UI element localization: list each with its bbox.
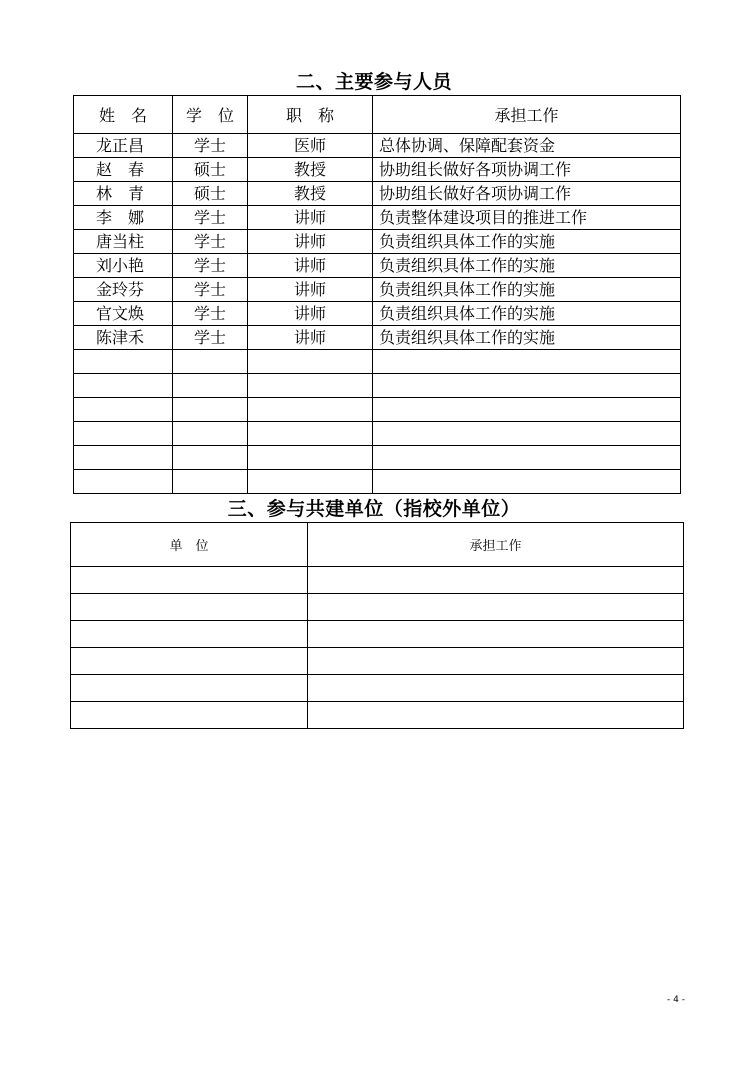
cell-unit-duty bbox=[308, 621, 684, 648]
cell-title bbox=[248, 350, 373, 374]
units-header-row bbox=[71, 523, 684, 567]
cell-unit-duty bbox=[308, 702, 684, 729]
table-row bbox=[71, 702, 684, 729]
table-row bbox=[71, 594, 684, 621]
cell-title: 教授 bbox=[248, 158, 373, 182]
header-name: 姓 名 bbox=[74, 96, 173, 134]
cell-name bbox=[74, 446, 173, 470]
table-row bbox=[71, 675, 684, 702]
table-row bbox=[74, 278, 681, 302]
cell-name bbox=[74, 398, 173, 422]
cell-degree: 硕士 bbox=[173, 158, 248, 182]
cell-duty: 负责组织具体工作的实施 bbox=[373, 278, 681, 302]
cell-name: 官文焕 bbox=[74, 302, 173, 326]
cell-name: 陈津禾 bbox=[74, 326, 173, 350]
table-row bbox=[74, 254, 681, 278]
cell-degree: 学士 bbox=[173, 230, 248, 254]
cell-degree bbox=[173, 446, 248, 470]
cell-degree bbox=[173, 422, 248, 446]
header-duty: 承担工作 bbox=[373, 96, 681, 134]
cell-name bbox=[74, 470, 173, 494]
cell-duty: 协助组长做好各项协调工作 bbox=[373, 182, 681, 206]
cell-duty: 负责组织具体工作的实施 bbox=[373, 230, 681, 254]
cell-name: 唐当柱 bbox=[74, 230, 173, 254]
table-row bbox=[74, 398, 681, 422]
header-title: 职 称 bbox=[248, 96, 373, 134]
cell-title: 讲师 bbox=[248, 326, 373, 350]
table-row bbox=[74, 326, 681, 350]
cell-unit bbox=[71, 567, 308, 594]
cell-unit-duty bbox=[308, 567, 684, 594]
cell-duty: 负责组织具体工作的实施 bbox=[373, 254, 681, 278]
cell-degree: 硕士 bbox=[173, 182, 248, 206]
cell-title bbox=[248, 446, 373, 470]
cell-name bbox=[74, 374, 173, 398]
table-row bbox=[74, 230, 681, 254]
cell-title: 医师 bbox=[248, 134, 373, 158]
cell-degree: 学士 bbox=[173, 326, 248, 350]
table-row bbox=[74, 374, 681, 398]
cell-unit bbox=[71, 702, 308, 729]
cell-title: 教授 bbox=[248, 182, 373, 206]
cell-unit-duty bbox=[308, 648, 684, 675]
cell-title: 讲师 bbox=[248, 206, 373, 230]
header-unit: 单 位 bbox=[71, 523, 308, 567]
cell-degree: 学士 bbox=[173, 302, 248, 326]
cell-name: 龙正昌 bbox=[74, 134, 173, 158]
cell-unit bbox=[71, 675, 308, 702]
cell-title bbox=[248, 374, 373, 398]
cell-title bbox=[248, 470, 373, 494]
cell-name: 李 娜 bbox=[74, 206, 173, 230]
cell-name bbox=[74, 422, 173, 446]
personnel-header-row bbox=[74, 96, 681, 134]
cell-degree bbox=[173, 470, 248, 494]
header-degree: 学 位 bbox=[173, 96, 248, 134]
cell-unit bbox=[71, 594, 308, 621]
cell-title: 讲师 bbox=[248, 230, 373, 254]
cell-name bbox=[74, 350, 173, 374]
cell-duty: 负责组织具体工作的实施 bbox=[373, 302, 681, 326]
units-section-title: 三、参与共建单位（指校外单位） bbox=[227, 498, 521, 520]
page-number: - 4 - bbox=[667, 995, 685, 1005]
cell-title: 讲师 bbox=[248, 278, 373, 302]
cell-duty bbox=[373, 470, 681, 494]
cell-title: 讲师 bbox=[248, 302, 373, 326]
cell-title bbox=[248, 422, 373, 446]
cell-duty bbox=[373, 350, 681, 374]
cell-unit-duty bbox=[308, 594, 684, 621]
units-table bbox=[70, 522, 684, 729]
table-row bbox=[74, 470, 681, 494]
cell-name: 赵 春 bbox=[74, 158, 173, 182]
cell-degree: 学士 bbox=[173, 278, 248, 302]
cell-duty bbox=[373, 422, 681, 446]
table-row bbox=[74, 422, 681, 446]
cell-duty bbox=[373, 398, 681, 422]
cell-duty: 负责整体建设项目的推进工作 bbox=[373, 206, 681, 230]
cell-degree bbox=[173, 374, 248, 398]
cell-unit bbox=[71, 621, 308, 648]
cell-duty: 协助组长做好各项协调工作 bbox=[373, 158, 681, 182]
table-row bbox=[74, 350, 681, 374]
cell-duty: 负责组织具体工作的实施 bbox=[373, 326, 681, 350]
personnel-table bbox=[73, 95, 681, 494]
cell-duty: 总体协调、保障配套资金 bbox=[373, 134, 681, 158]
personnel-section-title: 二、主要参与人员 bbox=[295, 71, 452, 93]
header-unit-duty: 承担工作 bbox=[308, 523, 684, 567]
cell-unit bbox=[71, 648, 308, 675]
table-row bbox=[74, 302, 681, 326]
cell-name: 林 青 bbox=[74, 182, 173, 206]
cell-degree: 学士 bbox=[173, 206, 248, 230]
cell-title: 讲师 bbox=[248, 254, 373, 278]
cell-degree bbox=[173, 398, 248, 422]
table-row bbox=[74, 446, 681, 470]
table-row bbox=[74, 134, 681, 158]
table-row bbox=[74, 158, 681, 182]
cell-unit-duty bbox=[308, 675, 684, 702]
cell-name: 金玲芬 bbox=[74, 278, 173, 302]
cell-degree bbox=[173, 350, 248, 374]
table-row bbox=[71, 621, 684, 648]
cell-title bbox=[248, 398, 373, 422]
cell-name: 刘小艳 bbox=[74, 254, 173, 278]
table-row bbox=[71, 567, 684, 594]
table-row bbox=[71, 648, 684, 675]
cell-duty bbox=[373, 446, 681, 470]
cell-degree: 学士 bbox=[173, 134, 248, 158]
cell-degree: 学士 bbox=[173, 254, 248, 278]
cell-duty bbox=[373, 374, 681, 398]
table-row bbox=[74, 182, 681, 206]
table-row bbox=[74, 206, 681, 230]
